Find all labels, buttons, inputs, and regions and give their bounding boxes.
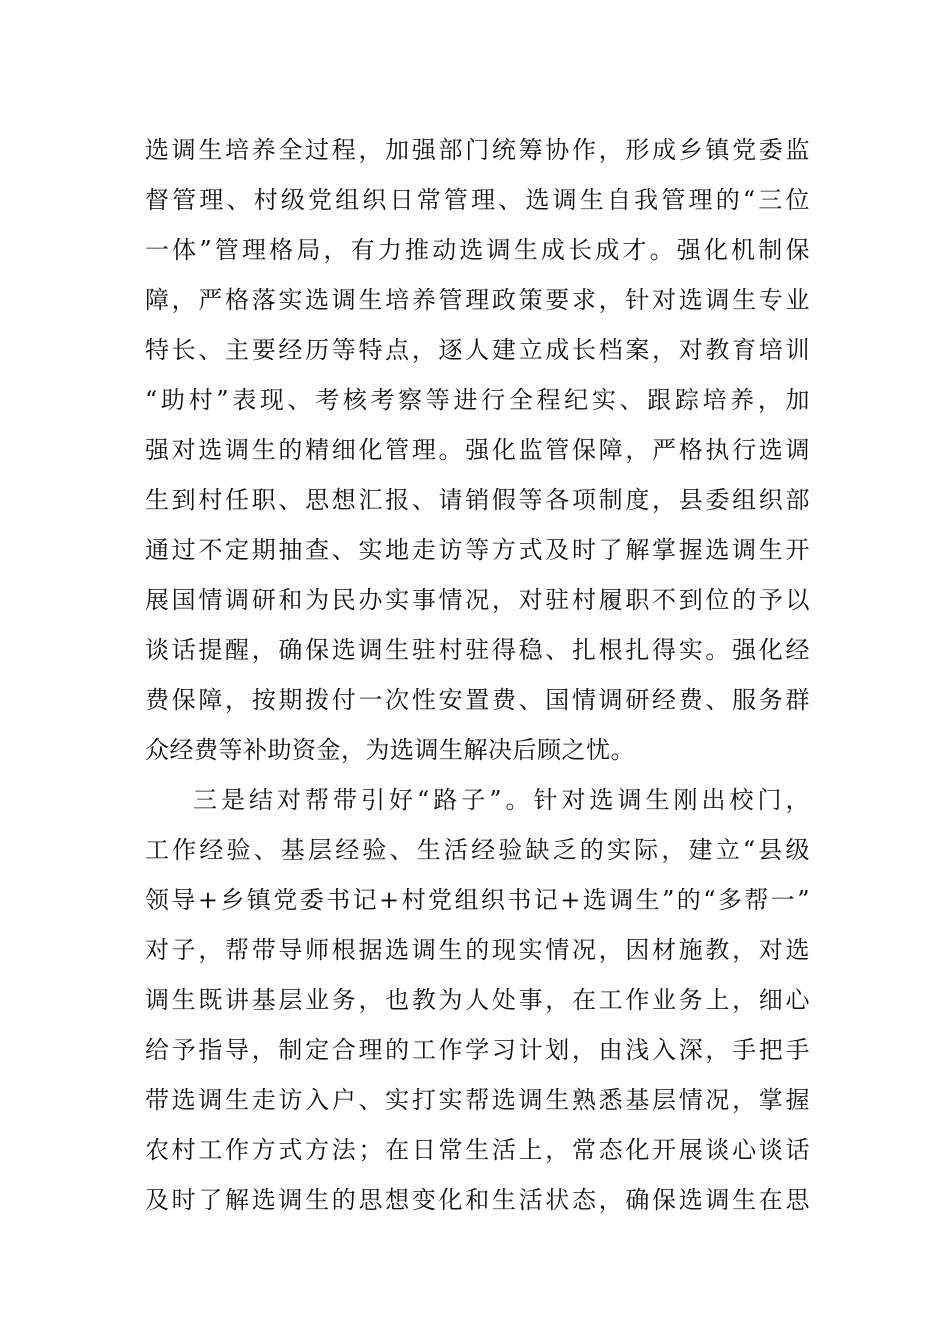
text-line: “助村”表现、考核考察等进行全程纪实、跟踪培养，加 bbox=[145, 386, 810, 414]
text-line: 工作经验、基层经验、生活经验缺乏的实际，建立“县级 bbox=[145, 836, 810, 864]
text-line: 督管理、村级党组织日常管理、选调生自我管理的“三位 bbox=[145, 186, 810, 214]
paragraph-2 bbox=[145, 775, 810, 1225]
text-line: 展国情调研和为民办实事情况，对驻村履职不到位的予以 bbox=[145, 586, 810, 614]
text-line: 三是结对帮带引好“路子”。针对选调生刚出校门， bbox=[193, 786, 810, 814]
text-line: 生到村任职、思想汇报、请销假等各项制度，县委组织部 bbox=[145, 486, 810, 514]
text-line: 农村工作方式方法；在日常生活上，常态化开展谈心谈话 bbox=[145, 1136, 810, 1164]
text-line: 带选调生走访入户、实打实帮选调生熟悉基层情况，掌握 bbox=[145, 1086, 810, 1114]
body-text bbox=[145, 125, 810, 1225]
text-line: 众经费等补助资金，为选调生解决后顾之忧。 bbox=[145, 736, 635, 764]
text-line: 领导+乡镇党委书记+村党组织书记+选调生”的“多帮一” bbox=[145, 886, 810, 914]
text-line: 强对选调生的精细化管理。强化监管保障，严格执行选调 bbox=[145, 436, 810, 464]
text-line: 通过不定期抽查、实地走访等方式及时了解掌握选调生开 bbox=[145, 536, 810, 564]
text-line: 调生既讲基层业务，也教为人处事，在工作业务上，细心 bbox=[145, 986, 810, 1014]
text-line: 障，严格落实选调生培养管理政策要求，针对选调生专业 bbox=[145, 286, 810, 314]
text-line: 谈话提醒，确保选调生驻村驻得稳、扎根扎得实。强化经 bbox=[145, 636, 810, 664]
paragraph-1 bbox=[145, 125, 810, 775]
text-line: 及时了解选调生的思想变化和生活状态，确保选调生在思 bbox=[145, 1186, 810, 1214]
text-line: 选调生培养全过程，加强部门统筹协作，形成乡镇党委监 bbox=[145, 136, 810, 164]
text-line: 对子，帮带导师根据选调生的现实情况，因材施教，对选 bbox=[145, 936, 810, 964]
text-line: 费保障，按期拨付一次性安置费、国情调研经费、服务群 bbox=[145, 686, 810, 714]
text-line: 一体”管理格局，有力推动选调生成长成才。强化机制保 bbox=[145, 236, 810, 264]
text-line: 特长、主要经历等特点，逐人建立成长档案，对教育培训 bbox=[145, 336, 810, 364]
text-line: 给予指导，制定合理的工作学习计划，由浅入深，手把手 bbox=[145, 1036, 810, 1064]
